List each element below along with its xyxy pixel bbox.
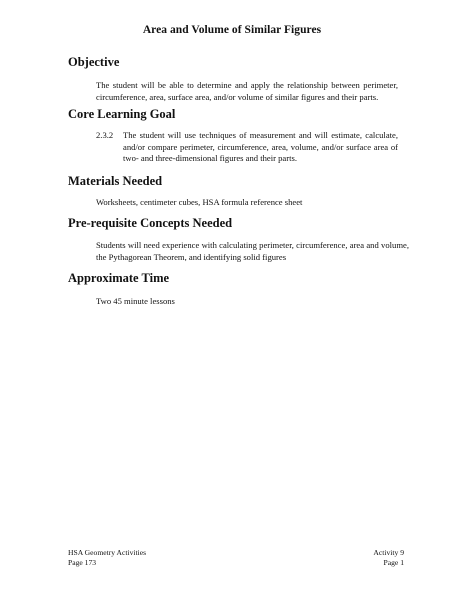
prerequisites-text: Students will need experience with calculating perimeter, circumference, area and volume, the Pythagorean Theorem, and identifying solid figures <box>96 240 409 262</box>
core-learning-goal-heading: Core Learning Goal <box>68 107 176 121</box>
objective-heading: Objective <box>68 55 120 69</box>
footer-document-name: HSA Geometry Activities <box>68 548 147 557</box>
materials-text: Worksheets, centimeter cubes, HSA formula reference sheet <box>96 197 303 207</box>
footer-left <box>68 548 146 567</box>
footer-activity-page: Page 1 <box>383 557 404 567</box>
objective-text: The student will be able to determine and apply the relationship between perimeter, circumference, area, surface area, and/or volume of similar figures and their parts. <box>96 80 398 102</box>
footer-page-number: Page 173 <box>68 557 97 567</box>
footer-activity-label: Activity 9 <box>373 548 404 557</box>
approximate-time-text: Two 45 minute lessons <box>96 296 175 306</box>
goal-text: The student will use techniques of measurement and will estimate, calculate, and/or compare perimeter, circumference, area, volume, and/or surface area of two- and three-dimensional figures and their parts. <box>123 130 398 163</box>
page-title: Area and Volume of Similar Figures <box>142 24 322 36</box>
prerequisites-heading: Pre-requisite Concepts Needed <box>68 216 233 230</box>
materials-heading: Materials Needed <box>68 174 163 188</box>
footer-right <box>373 548 404 567</box>
approximate-time-heading: Approximate Time <box>68 271 170 285</box>
goal-code: 2.3.2 <box>96 130 114 140</box>
